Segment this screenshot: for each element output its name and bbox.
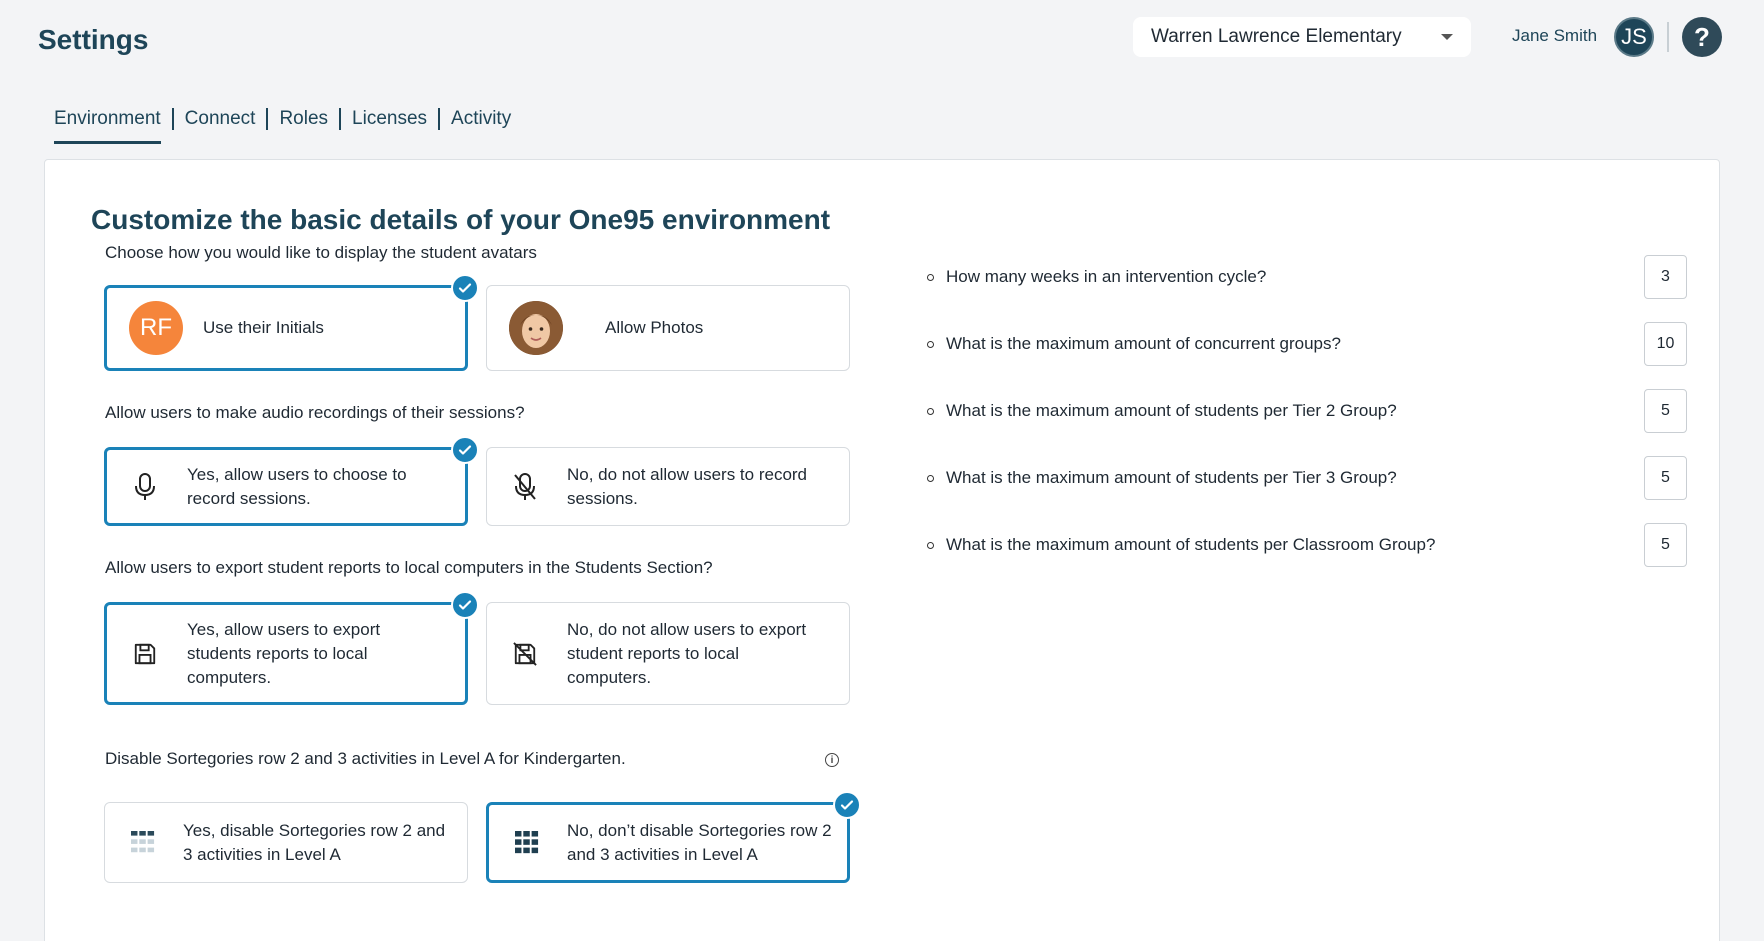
avatar[interactable]: JS: [1614, 17, 1654, 57]
option-label: Yes, allow users to export students reports to local computers.: [187, 619, 381, 687]
school-select[interactable]: [1133, 17, 1471, 57]
school-select-value: Warren Lawrence Elementary: [1151, 26, 1402, 47]
setting-label: What is the maximum amount of students per Classroom Group?: [946, 535, 1436, 554]
grid-icon: [515, 831, 539, 855]
setting-row-weeks: [927, 255, 1687, 299]
tab-separator: [438, 108, 440, 130]
setting-label: What is the maximum amount of students per Tier 3 Group?: [946, 468, 1397, 487]
save-off-icon: [513, 642, 537, 666]
option-label: Yes, allow users to choose to record sessions.: [187, 464, 407, 508]
setting-row-tier3: [927, 456, 1687, 500]
tab-connect[interactable]: Connect: [184, 108, 256, 129]
sortegories-option-yes[interactable]: [104, 802, 468, 883]
export-option-yes[interactable]: [104, 602, 468, 705]
page-title: Settings: [38, 24, 149, 55]
setting-label: What is the maximum amount of students per Tier 2 Group?: [946, 401, 1397, 420]
bullet-icon: [927, 341, 934, 348]
bullet-icon: [927, 408, 934, 415]
avatar-question: Choose how you would like to display the student avatars: [105, 243, 537, 262]
save-icon: [133, 642, 157, 666]
help-icon[interactable]: ?: [1682, 17, 1722, 57]
grid-partial-icon: [131, 831, 155, 855]
bullet-icon: [927, 542, 934, 549]
settings-tabs: [54, 108, 511, 144]
tier2-input[interactable]: 5: [1644, 389, 1687, 433]
initials-badge: RF: [129, 301, 183, 355]
tab-licenses[interactable]: Licenses: [352, 108, 428, 129]
sortegories-question: Disable Sortegories row 2 and 3 activities in Level A for Kindergarten.: [105, 749, 626, 768]
tab-roles[interactable]: Roles: [279, 108, 329, 129]
check-icon: [451, 591, 479, 619]
environment-panel: [44, 159, 1720, 941]
setting-row-tier2: [927, 389, 1687, 433]
setting-row-concurrent-groups: [927, 322, 1687, 366]
option-label: Use their Initials: [203, 318, 324, 337]
bullet-icon: [927, 475, 934, 482]
option-label: No, do not allow users to export student reports to local computers.: [567, 619, 807, 687]
tab-separator: [266, 108, 268, 130]
header-divider: [1667, 22, 1669, 52]
check-icon: [833, 791, 861, 819]
tab-separator: [172, 108, 174, 130]
tab-environment[interactable]: Environment: [54, 108, 161, 144]
audio-option-no[interactable]: [486, 447, 850, 526]
student-photo: [509, 301, 563, 355]
export-question: Allow users to export student reports to local computers in the Students Section?: [105, 558, 713, 577]
setting-label: What is the maximum amount of concurrent groups?: [946, 334, 1341, 353]
option-label: Allow Photos: [605, 318, 704, 337]
classroom-input[interactable]: 5: [1644, 523, 1687, 567]
setting-row-classroom: [927, 523, 1687, 567]
avatar-option-initials[interactable]: [104, 285, 468, 371]
info-icon[interactable]: i: [825, 753, 839, 767]
tier3-input[interactable]: 5: [1644, 456, 1687, 500]
option-label: No, do not allow users to record sessions.: [567, 464, 808, 508]
audio-question: Allow users to make audio recordings of their sessions?: [105, 403, 525, 422]
panel-title: Customize the basic details of your One95 environment: [91, 204, 831, 235]
option-label: Yes, disable Sortegories row 2 and 3 activities in Level A: [183, 820, 446, 864]
sortegories-option-no[interactable]: [486, 802, 850, 883]
export-option-no[interactable]: [486, 602, 850, 705]
concurrent-groups-input[interactable]: 10: [1644, 322, 1687, 366]
check-icon: [451, 274, 479, 302]
microphone-icon: [133, 475, 157, 499]
user-name: Jane Smith: [1512, 26, 1598, 45]
avatar-option-photos[interactable]: [486, 285, 850, 371]
bullet-icon: [927, 274, 934, 281]
setting-label: How many weeks in an intervention cycle?: [946, 267, 1267, 286]
chevron-down-icon: [1441, 34, 1453, 40]
weeks-input[interactable]: 3: [1644, 255, 1687, 299]
microphone-off-icon: [513, 475, 537, 499]
check-icon: [451, 436, 479, 464]
tab-separator: [339, 108, 341, 130]
tab-activity[interactable]: Activity: [451, 108, 512, 129]
audio-option-yes[interactable]: [104, 447, 468, 526]
option-label: No, don’t disable Sortegories row 2 and 3 activities in Level A: [567, 820, 832, 864]
